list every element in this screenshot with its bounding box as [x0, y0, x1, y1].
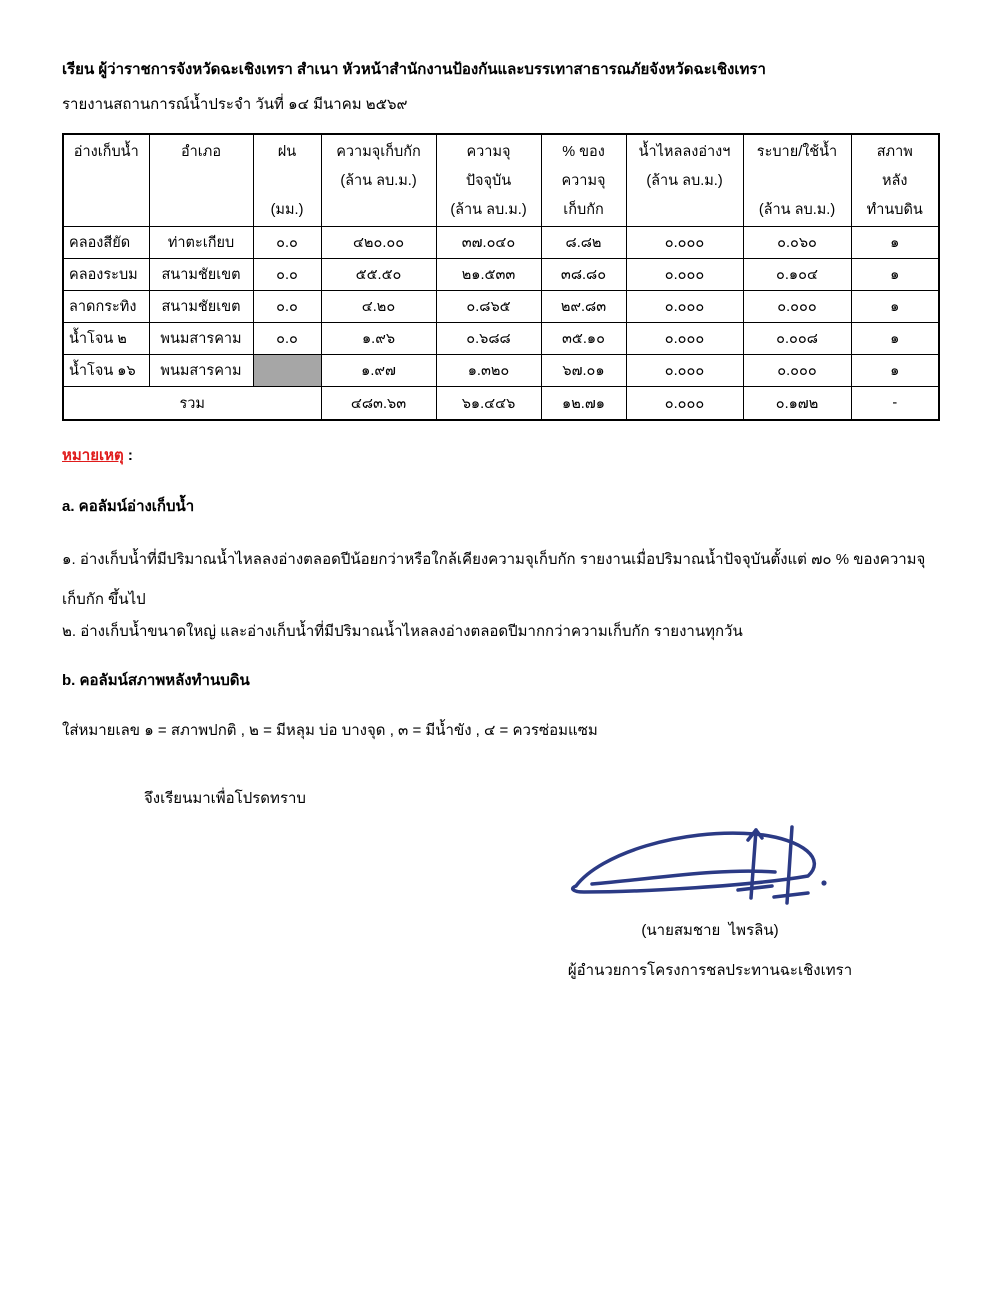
closing-line: จึงเรียนมาเพื่อโปรดทราบ: [144, 790, 306, 807]
cell-percent: ๓๕.๑๐: [541, 323, 626, 355]
note-item-1: ๑. อ่างเก็บน้ำที่มีปริมาณน้ำไหลลงอ่างตลอดปีน้อยกว่าหรือใกล้เคียงความจุเก็บกัก รายงานเมื่อปริมาณน้ำปัจจุบันตั้งแต่ ๗๐ % ของความจุเก็บกัก ขึ้นไป: [62, 551, 926, 608]
notes-heading: [62, 443, 938, 467]
cell-rain-empty: [253, 355, 321, 387]
cell-reservoir: ลาดกระทิง: [63, 291, 149, 323]
col-header-reservoir: [63, 134, 149, 227]
header-label: ฝน: [277, 144, 297, 160]
note-item-2: ๒. อ่างเก็บน้ำขนาดใหญ่ และอ่างเก็บน้ำที่มีปริมาณน้ำไหลลงอ่างตลอดปีมากกว่าความเก็บกัก รายงานทุกวัน: [62, 623, 743, 640]
cell-district: สนามชัยเขต: [149, 291, 253, 323]
table-row: [63, 355, 939, 387]
header-label: ปัจจุบัน: [465, 173, 512, 189]
cell-condition: ๑: [851, 259, 939, 291]
col-header-storage-capacity: [321, 134, 436, 227]
signature-image: [570, 824, 850, 912]
cell-storage-capacity: ๕๕.๕๐: [321, 259, 436, 291]
cell-rain: ๐.๐: [253, 323, 321, 355]
cell-condition: ๑: [851, 355, 939, 387]
header-label: ทำนบดิน: [866, 202, 923, 218]
col-header-dam-condition: [851, 134, 939, 227]
notes-section: [62, 443, 938, 742]
note-b-text: ใส่หมายเลข ๑ = สภาพปกติ , ๒ = มีหลุม บ่อ บางจุด , ๓ = มีน้ำขัง , ๔ = ควรซ่อมแซม: [62, 722, 598, 739]
header-label: (ล้าน ลบ.ม.): [340, 173, 417, 189]
cell-condition: ๑: [851, 227, 939, 259]
total-row: [63, 387, 939, 421]
cell-discharge: ๐.๑๐๔: [743, 259, 851, 291]
cell-inflow: ๐.๐๐๐: [626, 355, 743, 387]
signature-block: [510, 824, 910, 982]
signatory-title: ผู้อำนวยการโครงการชลประทานฉะเชิงเทรา: [567, 962, 853, 979]
cell-inflow: ๐.๐๐๐: [626, 291, 743, 323]
header-line-spacer: [744, 167, 851, 196]
cell-reservoir: น้ำโจน ๑๖: [63, 355, 149, 387]
header-line-spacer: [254, 167, 321, 196]
col-header-district: [149, 134, 253, 227]
note-a-title: a. คอลัมน์อ่างเก็บน้ำ: [62, 498, 195, 515]
header-label: ความจุ: [466, 144, 511, 160]
cell-inflow: ๐.๐๐๐: [626, 323, 743, 355]
cell-rain: ๐.๐: [253, 227, 321, 259]
total-current-volume: ๖๑.๔๔๖: [436, 387, 541, 421]
col-header-inflow: [626, 134, 743, 227]
cell-condition: ๑: [851, 323, 939, 355]
table-row: [63, 227, 939, 259]
cell-inflow: ๐.๐๐๐: [626, 259, 743, 291]
cell-discharge: ๐.๐๐๘: [743, 323, 851, 355]
cell-percent: ๖๗.๐๑: [541, 355, 626, 387]
cell-discharge: ๐.๐๐๐: [743, 291, 851, 323]
col-header-discharge: [743, 134, 851, 227]
cell-percent: ๘.๘๒: [541, 227, 626, 259]
total-inflow: ๐.๐๐๐: [626, 387, 743, 421]
cell-storage-capacity: ๔.๒๐: [321, 291, 436, 323]
cell-discharge: ๐.๐๐๐: [743, 355, 851, 387]
header-label: (ล้าน ลบ.ม.): [450, 202, 527, 218]
cell-reservoir: คลองระบม: [63, 259, 149, 291]
notes-heading-label: หมายเหตุ: [62, 447, 124, 464]
cell-current-volume: ๐.๘๖๕: [436, 291, 541, 323]
report-title: รายงานสถานการณ์น้ำประจำ วันที่ ๑๔ มีนาคม ๒๕๖๙: [62, 96, 408, 113]
cell-district: สนามชัยเขต: [149, 259, 253, 291]
table-row: [63, 259, 939, 291]
cell-current-volume: ๓๗.๐๔๐: [436, 227, 541, 259]
header-label: หลัง: [881, 173, 908, 189]
header-label: อำเภอ: [180, 144, 222, 160]
table-row: [63, 291, 939, 323]
cell-current-volume: ๒๑.๕๓๓: [436, 259, 541, 291]
cell-district: พนมสารคาม: [149, 323, 253, 355]
cell-current-volume: ๑.๓๒๐: [436, 355, 541, 387]
cell-reservoir: น้ำโจน ๒: [63, 323, 149, 355]
total-discharge: ๐.๑๗๒: [743, 387, 851, 421]
cell-condition: ๑: [851, 291, 939, 323]
cell-rain: ๐.๐: [253, 291, 321, 323]
header-label: อ่างเก็บน้ำ: [73, 144, 139, 160]
header-label: ระบาย/ใช้น้ำ: [756, 144, 838, 160]
cell-district: ท่าตะเกียบ: [149, 227, 253, 259]
water-report-table: [62, 133, 940, 421]
header-label: (ล้าน ลบ.ม.): [646, 173, 723, 189]
header-label: ความจุเก็บกัก: [336, 144, 421, 160]
recipient-line: เรียน ผู้ว่าราชการจังหวัดฉะเชิงเทรา สำเนา หัวหน้าสำนักงานป้องกันและบรรเทาสาธารณภัยจังหวัดฉะเชิงเทรา: [62, 61, 766, 78]
table-row: [63, 323, 939, 355]
header-label: น้ำไหลลงอ่างฯ: [638, 144, 731, 160]
header-label: (ล้าน ลบ.ม.): [758, 202, 836, 218]
header-label: % ของ: [562, 144, 605, 160]
cell-rain: ๐.๐: [253, 259, 321, 291]
header-label: เก็บกัก: [563, 202, 604, 218]
cell-storage-capacity: ๑.๙๖: [321, 323, 436, 355]
total-label: รวม: [63, 387, 321, 421]
col-header-current-volume: [436, 134, 541, 227]
notes-heading-colon: :: [123, 447, 133, 464]
total-condition: -: [851, 387, 939, 421]
cell-inflow: ๐.๐๐๐: [626, 227, 743, 259]
header-label: (มม.): [270, 202, 304, 218]
cell-discharge: ๐.๐๖๐: [743, 227, 851, 259]
cell-current-volume: ๐.๖๘๘: [436, 323, 541, 355]
signatory-name: (นายสมชาย ไพรลิน): [641, 922, 779, 939]
cell-storage-capacity: ๔๒๐.๐๐: [321, 227, 436, 259]
cell-reservoir: คลองสียัด: [63, 227, 149, 259]
cell-storage-capacity: ๑.๙๗: [321, 355, 436, 387]
cell-district: พนมสารคาม: [149, 355, 253, 387]
header-label: ความจุ: [561, 173, 606, 189]
header-row: [63, 134, 939, 227]
total-storage-capacity: ๔๘๓.๖๓: [321, 387, 436, 421]
col-header-percent: [541, 134, 626, 227]
col-header-rain: [253, 134, 321, 227]
cell-percent: ๒๙.๘๓: [541, 291, 626, 323]
total-percent: ๑๒.๗๑: [541, 387, 626, 421]
header-label: สภาพ: [876, 144, 913, 160]
cell-percent: ๓๘.๘๐: [541, 259, 626, 291]
note-b-title: b. คอลัมน์สภาพหลังทำนบดิน: [62, 672, 250, 689]
